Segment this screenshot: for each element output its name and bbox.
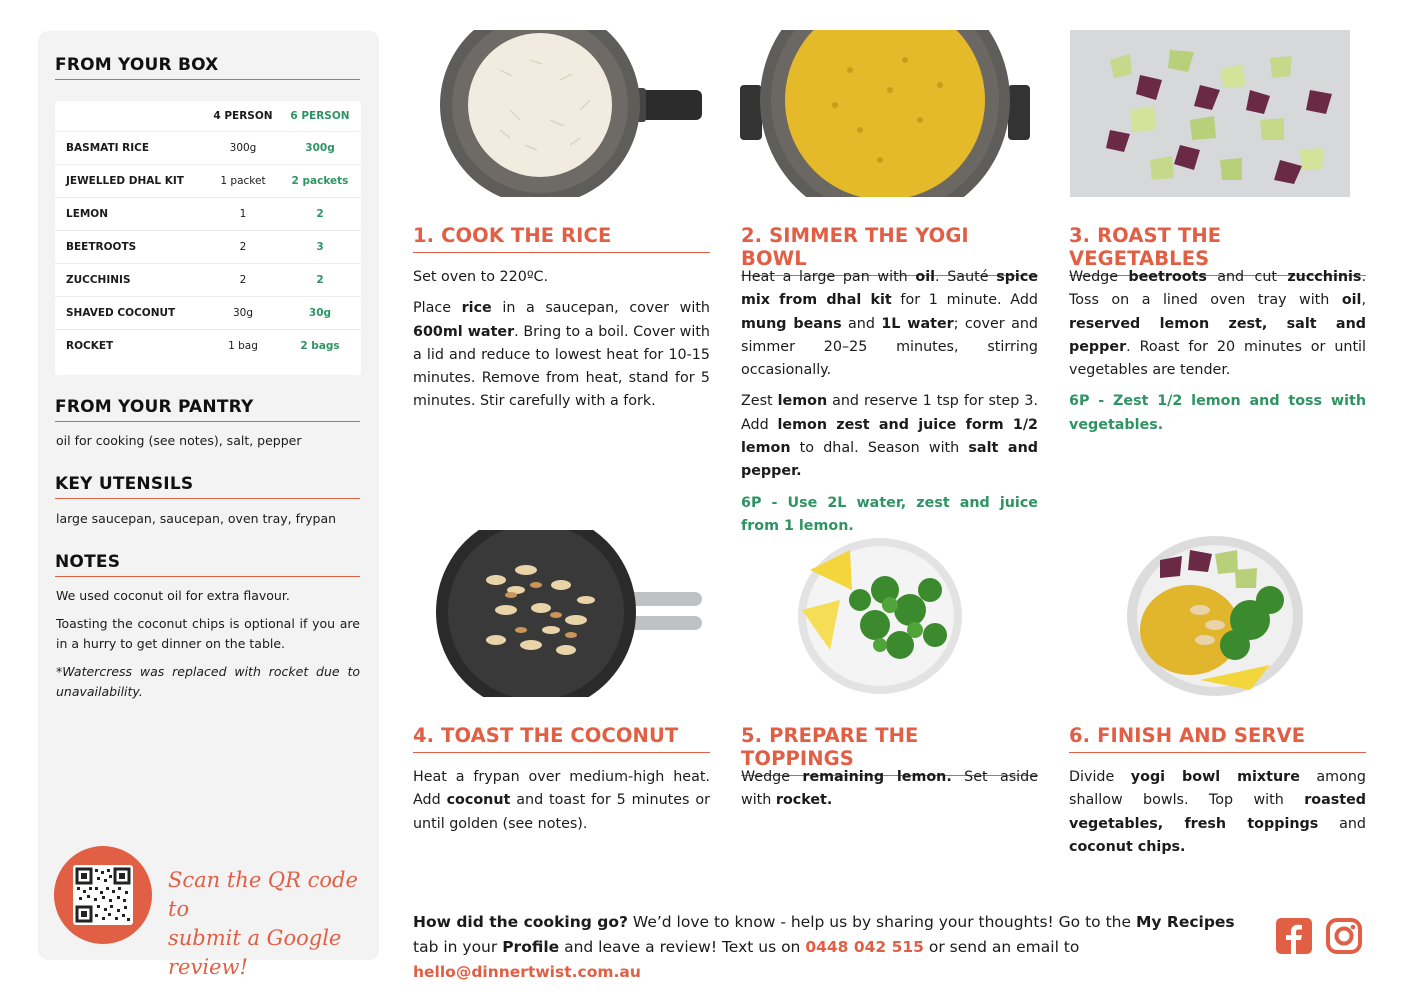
key-utensils-title: KEY UTENSILS xyxy=(55,474,360,499)
footer-text: My Recipes xyxy=(1135,913,1235,931)
pantry-text: oil for cooking (see notes), salt, pepper xyxy=(56,433,302,448)
footer-text: tab in your xyxy=(413,938,503,956)
footer-text: or send an email to xyxy=(923,938,1080,956)
step-1-instructions xyxy=(413,266,710,422)
coconut-in-frypan-image xyxy=(436,530,702,697)
header-4-person: 4 PERSON xyxy=(213,110,273,122)
step-3-title: 3. ROAST THE VEGETABLES xyxy=(1069,224,1366,276)
header-6-person: 6 PERSON xyxy=(290,110,350,122)
qr-cta-line2: submit a Google review! xyxy=(168,926,342,979)
table-row xyxy=(55,231,361,264)
footer-text: and leave a review! Text us on xyxy=(559,938,806,956)
facebook-icon[interactable] xyxy=(1275,917,1313,955)
ingredient-name: BASMATI RICE xyxy=(55,132,207,165)
instruction-paragraph: Zest lemon and reserve 1 tsp for step 3. Add lemon zest and juice form 1/2 lemon to dhal. Season with salt and pepper. xyxy=(741,393,1038,480)
yellow-dhal-in-pan-image xyxy=(740,30,1030,197)
step-6-title: 6. FINISH AND SERVE xyxy=(1069,724,1366,753)
instruction-paragraph: Heat a large pan with oil. Sauté spice mix from dhal kit for 1 minute. Add mung beans and 1L water; cover and simmer 20–25 minutes, stirring occasionally. xyxy=(741,269,1039,379)
quantity-6-person: 2 bags xyxy=(279,330,361,363)
ingredients-sidebar xyxy=(38,31,379,979)
step-5-instructions xyxy=(741,766,1038,821)
finished-yogi-bowl-image xyxy=(1120,530,1310,697)
qr-call-to-action xyxy=(168,866,368,982)
ingredient-name: LEMON xyxy=(55,198,207,231)
qr-badge[interactable] xyxy=(54,846,152,944)
instruction-paragraph: Set oven to 220ºC. xyxy=(413,269,549,285)
step-4-title: 4. TOAST THE COCONUT xyxy=(413,724,710,753)
table-row xyxy=(55,132,361,165)
footer-text: Profile xyxy=(502,938,560,956)
quantity-6-person: 300g xyxy=(279,132,361,165)
quantity-4-person: 1 packet xyxy=(207,165,279,198)
rocket-and-lemon-plate-image xyxy=(790,530,970,697)
table-row xyxy=(55,297,361,330)
ingredient-name: ZUCCHINIS xyxy=(55,264,207,297)
table-row xyxy=(55,198,361,231)
footer-text: We’d love to know - help us by sharing your thoughts! Go to the xyxy=(627,913,1136,931)
step-1-title: 1. COOK THE RICE xyxy=(413,224,710,253)
instruction-paragraph: Heat a frypan over medium-high heat. Add coconut and toast for 5 minutes or until golden (see notes). xyxy=(413,769,710,832)
instruction-paragraph: Wedge remaining lemon. Set aside with rocket. xyxy=(741,769,1038,809)
phone-link[interactable]: 0448 042 515 xyxy=(805,938,924,956)
table-row xyxy=(55,264,361,297)
quantity-4-person: 1 xyxy=(207,198,279,231)
qr-code[interactable] xyxy=(73,865,133,925)
instruction-paragraph: 6P - Zest 1/2 lemon and toss with vegetables. xyxy=(1069,393,1366,433)
quantity-6-person: 2 xyxy=(279,264,361,297)
note-item: Toasting the coconut chips is optional if you are in a hurry to get dinner on the table. xyxy=(56,616,360,651)
utensils-text: large saucepan, saucepan, oven tray, frypan xyxy=(56,511,337,526)
quantity-4-person: 300g xyxy=(207,132,279,165)
quantity-4-person: 2 xyxy=(207,264,279,297)
note-item: *Watercress was replaced with rocket due to unavailability. xyxy=(56,664,360,699)
ingredient-name: JEWELLED DHAL KIT xyxy=(55,165,207,198)
quantity-4-person: 1 bag xyxy=(207,330,279,363)
quantity-4-person: 30g xyxy=(207,297,279,330)
table-row xyxy=(55,330,361,363)
table-row xyxy=(55,165,361,198)
step-4-instructions xyxy=(413,766,710,844)
ingredient-name: ROCKET xyxy=(55,330,207,363)
quantity-6-person: 2 packets xyxy=(279,165,361,198)
header-ingredient xyxy=(55,101,207,132)
ingredient-name: BEETROOTS xyxy=(55,231,207,264)
instruction-paragraph: Place rice in a saucepan, cover with 600ml water. Bring to a boil. Cover with a lid and reduce to lowest heat for 10-15 minutes. Remove from heat, stand for 5 minutes. Stir carefully with a fork. xyxy=(413,300,710,410)
quantity-4-person: 2 xyxy=(207,231,279,264)
footer-text: How did the cooking go? xyxy=(413,913,628,931)
instruction-paragraph: 6P - Use 2L water, zest and juice from 1 lemon. xyxy=(741,494,1038,534)
quantity-6-person: 30g xyxy=(279,297,361,330)
step-3-instructions xyxy=(1069,266,1366,445)
beetroot-zucchini-tray-image xyxy=(1070,30,1350,197)
ingredients-table xyxy=(55,101,361,375)
instagram-icon[interactable] xyxy=(1325,917,1363,955)
notes-title: NOTES xyxy=(55,552,360,577)
step-6-instructions xyxy=(1069,766,1366,867)
qr-cta-line1: Scan the QR code to xyxy=(168,868,358,921)
notes-text xyxy=(56,586,360,710)
quantity-6-person: 2 xyxy=(279,198,361,231)
step-2-instructions xyxy=(741,266,1038,546)
step-5-title: 5. PREPARE THE TOPPINGS xyxy=(741,724,1038,776)
instruction-paragraph: Divide yogi bowl mixture among shallow bowls. Top with roasted vegetables, fresh toppings and coconut chips. xyxy=(1069,769,1366,855)
feedback-footer xyxy=(413,910,1263,985)
step-2-title: 2. SIMMER THE YOGI BOWL xyxy=(741,224,1038,276)
from-your-box-title: FROM YOUR BOX xyxy=(55,55,360,80)
instruction-paragraph: Wedge beetroots and cut zucchinis. Toss on a lined oven tray with oil, reserved lemon zest, salt and pepper. Roast for 20 minutes or until vegetables are tender. xyxy=(1069,269,1366,379)
from-your-pantry-title: FROM YOUR PANTRY xyxy=(55,397,360,422)
quantity-6-person: 3 xyxy=(279,231,361,264)
note-item: We used coconut oil for extra flavour. xyxy=(56,588,290,603)
ingredient-name: SHAVED COCONUT xyxy=(55,297,207,330)
table-header-row xyxy=(55,101,361,132)
rice-in-saucepan-image xyxy=(440,30,702,197)
email-link[interactable]: hello@dinnertwist.com.au xyxy=(413,963,641,981)
